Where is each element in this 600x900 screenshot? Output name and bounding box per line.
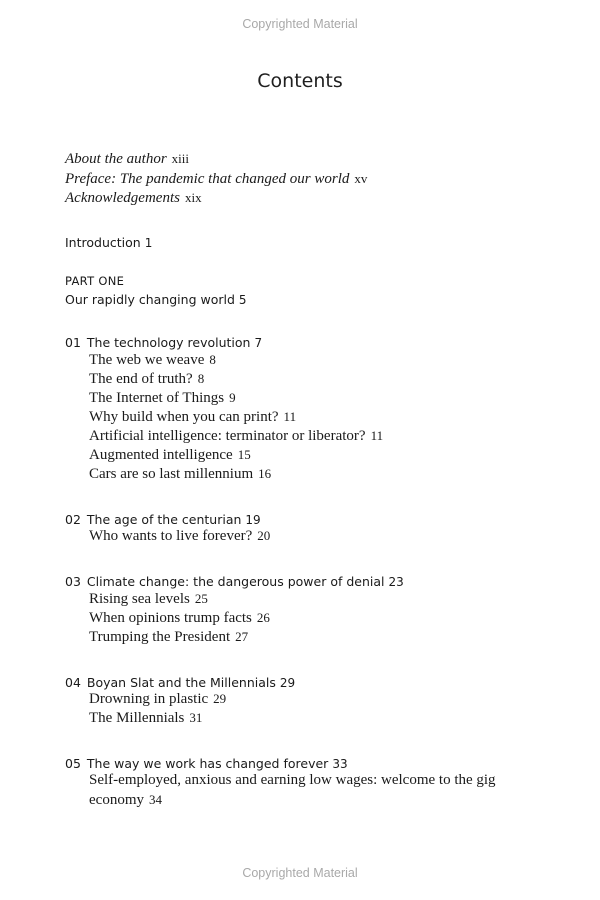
section-title: The Millennials xyxy=(89,710,185,726)
section-title: The end of truth? xyxy=(89,371,193,387)
section-title: The Internet of Things xyxy=(89,390,225,406)
toc-chapter-02[interactable] xyxy=(65,512,261,527)
chapter-title: The technology revolution xyxy=(86,335,251,350)
toc-section[interactable] xyxy=(89,710,202,727)
chapter-title: The way we work has changed forever xyxy=(86,756,329,771)
toc-section[interactable] xyxy=(89,772,496,789)
chapter-number: 04 xyxy=(65,675,81,690)
section-page: 26 xyxy=(256,610,270,625)
toc-entry-title: Acknowledgements xyxy=(65,190,180,206)
chapter-page: 19 xyxy=(245,513,261,527)
toc-entry-page: xv xyxy=(354,171,368,186)
chapter-page: 23 xyxy=(388,575,404,589)
toc-chapter-03[interactable] xyxy=(65,574,404,589)
toc-section[interactable] xyxy=(89,610,270,627)
copyright-watermark-bottom: Copyrighted Material xyxy=(242,866,358,880)
toc-chapter-05[interactable] xyxy=(65,756,348,771)
toc-entry-title: About the author xyxy=(65,151,167,167)
toc-entry-introduction[interactable] xyxy=(65,235,152,250)
section-title: Drowning in plastic xyxy=(89,691,209,707)
toc-section[interactable] xyxy=(89,447,251,464)
toc-entry-title: Our rapidly changing world xyxy=(65,292,235,307)
chapter-number: 03 xyxy=(65,574,81,589)
toc-section[interactable] xyxy=(89,591,208,608)
toc-section-continued[interactable] xyxy=(89,792,162,809)
toc-section[interactable] xyxy=(89,390,236,407)
chapter-number: 05 xyxy=(65,756,81,771)
section-page: 27 xyxy=(235,629,249,644)
chapter-title: The age of the centurian xyxy=(86,512,242,527)
toc-section[interactable] xyxy=(89,409,296,426)
toc-entry-page: 1 xyxy=(144,236,153,250)
page-title: Contents xyxy=(257,70,343,92)
toc-entry-about-author[interactable] xyxy=(65,151,189,168)
toc-entry-page: 5 xyxy=(238,293,247,307)
chapter-number: 02 xyxy=(65,512,81,527)
section-title: Self-employed, anxious and earning low wages: welcome to the gig xyxy=(89,772,496,788)
chapter-page: 7 xyxy=(254,336,263,350)
section-title: The web we weave xyxy=(89,352,205,368)
toc-section[interactable] xyxy=(89,691,226,708)
section-title: Rising sea levels xyxy=(89,591,190,607)
toc-entry-preface[interactable] xyxy=(65,171,367,188)
toc-entry-page: xix xyxy=(184,190,202,205)
chapter-page: 33 xyxy=(332,757,348,771)
section-title: Augmented intelligence xyxy=(89,447,233,463)
toc-entry-part-one[interactable] xyxy=(65,292,247,307)
section-page: 9 xyxy=(229,390,236,405)
section-page: 8 xyxy=(209,352,216,367)
section-page: 34 xyxy=(148,792,162,807)
section-title: Who wants to live forever? xyxy=(89,528,253,544)
copyright-watermark-top: Copyrighted Material xyxy=(242,17,358,31)
section-title: When opinions trump facts xyxy=(89,610,252,626)
section-page: 11 xyxy=(283,409,297,424)
section-page: 15 xyxy=(237,447,251,462)
section-title: Cars are so last millennium xyxy=(89,466,254,482)
toc-section[interactable] xyxy=(89,629,248,646)
section-page: 11 xyxy=(370,428,384,443)
section-title: Why build when you can print? xyxy=(89,409,279,425)
chapter-title: Boyan Slat and the Millennials xyxy=(86,675,276,690)
section-page: 25 xyxy=(194,591,208,606)
section-page: 8 xyxy=(197,371,205,386)
toc-chapter-01[interactable] xyxy=(65,335,262,350)
toc-section[interactable] xyxy=(89,466,271,483)
section-page: 16 xyxy=(258,466,272,481)
section-page: 31 xyxy=(189,710,203,725)
chapter-page: 29 xyxy=(279,676,296,690)
toc-entry-title: Preface: The pandemic that changed our world xyxy=(65,171,350,187)
toc-entry-title: Introduction xyxy=(65,235,141,250)
section-title: Trumping the President xyxy=(89,629,231,645)
toc-entry-page: xiii xyxy=(171,151,190,166)
toc-section[interactable] xyxy=(89,371,204,388)
section-title: Artificial intelligence: terminator or liberator? xyxy=(89,428,366,444)
toc-entry-acknowledgements[interactable] xyxy=(65,190,202,207)
toc-section[interactable] xyxy=(89,528,270,545)
toc-section[interactable] xyxy=(89,428,383,445)
toc-section[interactable] xyxy=(89,352,216,369)
toc-chapter-04[interactable] xyxy=(65,675,295,690)
part-label: PART ONE xyxy=(65,274,125,288)
chapter-number: 01 xyxy=(65,335,81,350)
chapter-title: Climate change: the dangerous power of denial xyxy=(86,574,385,589)
section-page: 20 xyxy=(257,528,271,543)
section-page: 29 xyxy=(213,691,227,706)
section-title: economy xyxy=(89,792,144,808)
